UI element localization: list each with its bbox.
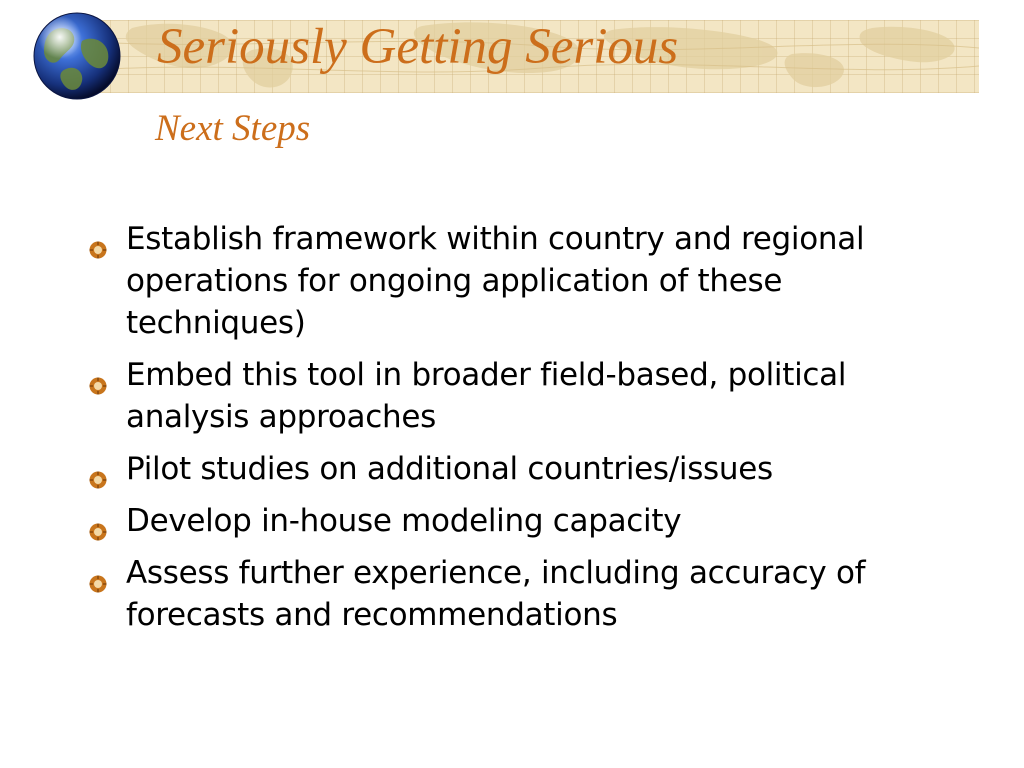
gear-bullet-icon: [88, 511, 108, 531]
gear-bullet-icon: [88, 365, 108, 385]
bullet-item: [88, 448, 948, 490]
bullet-item: [88, 552, 948, 636]
globe-icon: [32, 11, 122, 101]
gear-bullet-icon: [88, 229, 108, 249]
bullet-text: Develop in-house modeling capacity: [126, 503, 682, 539]
gear-bullet-icon: [88, 563, 108, 583]
bullet-item: [88, 218, 948, 344]
bullet-list: [88, 218, 948, 646]
bullet-text: Embed this tool in broader field-based, political analysis approaches: [126, 357, 847, 435]
bullet-text: Establish framework within country and regional operations for ongoing application of these techniques): [126, 221, 865, 341]
slide-subtitle: Next Steps: [155, 108, 311, 149]
bullet-text: Pilot studies on additional countries/issues: [126, 451, 773, 487]
slide-title: Seriously Getting Serious: [157, 19, 679, 75]
bullet-item: [88, 500, 948, 542]
bullet-text: Assess further experience, including accuracy of forecasts and recommendations: [126, 555, 866, 633]
bullet-item: [88, 354, 948, 438]
gear-bullet-icon: [88, 459, 108, 479]
